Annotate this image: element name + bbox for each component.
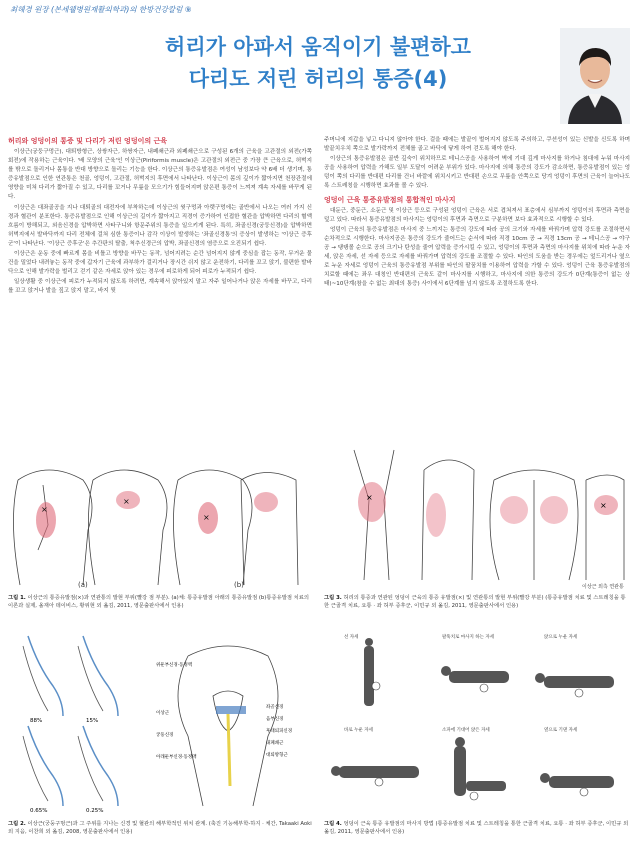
figure-2-label: 음부신경 xyxy=(266,717,284,722)
right-text-column xyxy=(324,136,630,436)
figure-4-label: 옆으로 기댄 자세 xyxy=(544,728,578,733)
figure-2-label: 후대퇴피신경 xyxy=(266,729,293,734)
figure-1-caption xyxy=(8,594,312,610)
figure-4-illustration xyxy=(324,626,630,816)
figure-4-caption xyxy=(324,820,630,836)
figure-3-label: 이상근 외측 연관통 xyxy=(582,584,624,590)
figure-4-label: 바로 누운 자세 xyxy=(344,728,373,733)
figure-2-caption xyxy=(8,820,312,836)
figure-2-label: 대퇴방형근 xyxy=(266,753,288,758)
paragraph: 이상근은 운동 중에 빠르게 몸을 비틀고 방향을 바꾸는 동작, 넘어지려는 순간 넘어지지 않게 중심을 잡는 동작, 무거운 물건을 밀었다 내려놓는 동작 중에 갑자기 근육에 과부하가 걸리거나 장시간 쉬지 않고 운전하기, 다리를 꼬고 앉기, 불편한 발바닥으로 인해 발가락을 벌리고 걷기 같은 자세로 앉아 있는 경우에 피로하게 되어 피로가 누적되기 쉽다. xyxy=(8,251,312,276)
series-label: 최해경 원장 (본세웰병원재활의학과)의 한방건강칼럼 ⑨ xyxy=(10,5,192,14)
figure-1-caption-label: 그림 1. xyxy=(8,595,26,601)
figure-1-label-a: (a) xyxy=(78,581,88,589)
article-title-line-2: 다리도 저린 허리의 통증(4) xyxy=(188,67,448,91)
figure-4-caption-label: 그림 4. xyxy=(324,821,342,827)
paragraph: 대둔근, 중둔근, 소둔근 및 이상근 등으로 구성된 엉덩이 근육은 서로 겹쳐져서 표층에서 심부까지 엉덩이의 후면과 측면을 덮고 있다. 따라서 통증유발점의 마사지는 엉덩이의 후면과 측면으로 구분하면 보다 효과적으로 시행할 수 있다. xyxy=(324,207,630,223)
figure-4-label: 팔뚝치로 마사지 하는 자세 xyxy=(442,635,495,640)
author-photo xyxy=(560,28,630,124)
svg-text:×: × xyxy=(366,493,373,502)
paragraph: 일상생활 중 이상근에 피로가 누적되지 않도록 하려면, 계속해서 앉아있지 말고 자주 일어나거나 앉은 자세를 바꾸고, 다리를 꼬고 앉거나 발을 짚고 앉지 말고, 바지 뒷 xyxy=(8,279,312,295)
figure-2-label: 위둔부신경·동정맥 xyxy=(156,663,193,668)
figure-2-label: 궁둥신경 xyxy=(156,733,174,738)
svg-text:×: × xyxy=(123,497,130,506)
figure-2-caption-label: 그림 2. xyxy=(8,821,26,827)
paragraph: 주머니에 지갑을 넣고 다니지 않아야 한다. 걸을 때에는 발끝이 벌어지지 않도록 주의하고, 쿠션성이 있는 신발을 신도록 하며 발끝치우치 쪽으로 발가락까지 전체를 골고 바닥에 닿게 하여 걷도록 해야 한다. xyxy=(324,137,630,153)
figure-2-label: 내폐쇄근 xyxy=(266,741,284,746)
figure-2-percent: 0.65% xyxy=(30,808,48,814)
paragraph: 이상근(궁둥구멍근), 대퇴방형근, 상쌍자근, 하쌍자근, 내폐쇄근과 외폐쇄근으로 구성된 6개의 근육을 고관절의 외전(가쪽 회전)에 작용하는 근육이다. '배 모양의 근육'인 이상근(Piriformis muscle)은 고관절의 외전근 중 가장 큰 근육으로, 허벅지를 밖으로 돌리거나 몸통을 반대 방향으로 돌리는 기능을 한다. 이상근의 통증유발점은 여성이 남성보다 약 6배 더 생기며, 통증유발점으로 인한 연관통은 천골, 엉덩이, 고관절, 허벅지의 후면에서 나타난다. 이상근이 몸의 깊이가 짧아지면 천장관절에 영향을 미쳐 다리가 짧아질 수 있고, 다리를 꼬거나 무릎을 모으기가 힘들어지며 앉은편 통증이 느껴져 계속 자세를 바꾸게 된다. xyxy=(8,149,312,201)
figure-2-percent: 0.25% xyxy=(86,808,104,814)
figure-4-label: 앉으로 누운 자세 xyxy=(544,635,578,640)
figure-2-caption-text: 이상근(궁둥구멍근)과 그 주위를 지나는 신경 및 혈관의 해부학적인 위치 관계. (축진 기능해부학-하지 · 체간, Takaaki Aoki 외 지음, 이찬희 외 옮김, 2008, 영문출판사에서 인용) xyxy=(8,821,312,835)
figure-1-caption-text: 이상근의 통증유발점(×)과 연관통의 발현 부위(빨강 점 부분). (a)체: 통증유발점 아래의 통증유발점 (b)통증유발점 치료의 이론과 실제, 올재아 데이비스, 황위현 외 옮김, 2011, 영문출판사에서 인용) xyxy=(8,595,309,609)
figure-3-caption xyxy=(324,594,630,610)
paragraph: 이상근의 통증유발점은 골반 깊숙이 위치하므로 테니스공을 사용하여 벽에 기대 깊게 마사지를 하거나 침대에 누워 마사지공을 사용하여 압력을 가해도 일부 도달이 어려운 부위가 있다. 마사지에 의해 통증의 강도가 감소하면, 통증유발점이 있는 엉덩이 쪽의 다리를 반대편 다리를 건너 바깥에 위치시키고 반대편 손으로 무릎을 안쪽으로 당겨 엉덩이 후면의 근육이 늘어나도록 스트레칭을 시행하면 효과를 볼 수 있다. xyxy=(324,156,630,190)
paragraph: 이상근은 대좌골공을 지나 대퇴골의 대전자에 부착하는데 이상근의 윗구멍과 아랫구멍에는 골반에서 나오는 여러 가지 신경과 혈관이 분포한다. 통증유발점으로 인해 이상근의 길이가 짧아지고 직경이 증가하여 인접한 혈관을 압박하면 다리의 혈액 흐름이 방해되고, 외음신경을 압박하면 사타구니와 항문주위의 통증을 일으키게 된다. 특히, 좌골신경(궁둥신경)을 압박하면 허벅지에서 발바닥까지 다리 전체에 걸쳐 심한 통증이나 감각 이상이 발생하는 '좌골신경통'의 증상이 발생하는 '이상근 증후군'이 나타난다. '이상근 증후군'은 추간판의 탈출, 척추신경근의 압박, 좌골신경의 염증으로 오진되기 쉽다. xyxy=(8,204,312,247)
figure-2-label: 아래둔부신경·동정맥 xyxy=(156,755,197,760)
figure-1-illustration xyxy=(8,440,308,590)
figure-2-label: 이상근 xyxy=(156,711,170,716)
figure-2-percent: 15% xyxy=(86,718,99,724)
article-title-line-1: 허리가 아파서 움직이기 불편하고 xyxy=(165,35,471,59)
section-heading-right: 엉덩이 근육 통증유발점의 통합적인 마사지 xyxy=(324,195,456,204)
figure-1-label-b: (b) xyxy=(234,581,244,589)
figure-4-label: 선 자세 xyxy=(344,635,359,640)
figure-2-percent: 88% xyxy=(30,718,43,724)
svg-text:×: × xyxy=(203,513,210,522)
figure-3-illustration xyxy=(324,440,630,590)
figure-2-label: 좌골신경 xyxy=(266,705,284,710)
svg-text:×: × xyxy=(41,505,48,514)
figure-3-caption-label: 그림 3. xyxy=(324,595,342,601)
section-heading-left: 허리와 엉덩이의 통증 및 다리가 저린 엉덩이의 근육 xyxy=(8,137,168,145)
paragraph: 엉덩이 근육의 통증유발점은 마사지 중 느끼지는 통증의 강도에 따라 공의 크기와 자세를 바꿔가며 압력 강도를 조절하면서 순차적으로 시행한다. 마사지공은 통증의 강도가 줄어드는 순서에 따라 직경 10cm 공 → 직경 13cm 공 → 테니스공 → 야구공 → 탱탱볼 순으로 공의 크기나 탄성을 줄여 압력을 증가시킬 수 있고, 엉덩이의 후면과 측면의 마사지를 위치에 따라 누운 자세, 앉은 자세, 선 자세 등으로 자세를 바꿔가며 압력의 강도를 조절할 수 있다. 타인의 도움을 받는 경우에는 엎드리거나 옆으로 누운 자세로 엉덩이 근육의 통증유발점 부위를 타인의 팔꿈치를 이용하여 압력을 가할 수 있다. 엉덩이 근육 통증유발점의 치료할 때에는 좌우 대칭인 반대편의 근육도 같이 마사지를 시행하고, 마사지에 의한 통증의 강도가 0단계(통증이 없는 상태)~10단계(참을 수 없는 최대의 통증) 사이에서 6단계를 넘지 않도록 조절하도록 한다. xyxy=(324,226,630,288)
svg-text:×: × xyxy=(600,501,607,510)
left-text-column xyxy=(8,136,312,436)
figure-2-illustration xyxy=(8,626,312,816)
figure-3-caption-text: 허리의 통증과 연관된 엉덩이 근육의 통증 유발점(×) 및 연관통의 발현 부위(빨강 부분) (통증유발점 치료 및 스트레칭을 통한 근골격 치료, 요통 · 좌 허부 증후군, 이민규 외 옮김, 2011, 영문출판사에서 인용) xyxy=(324,595,626,609)
figure-4-caption-text: 엉덩이 근육 통증 유발점의 마사지 방법 (통증유발점 치료 및 스트레칭을 통한 근골격 치료, 요통 · 좌 허부 증후군, 이민규 외 옮김, 2011, 영문출판사에서 인용) xyxy=(324,821,629,835)
figure-4-label: 소파에 기대어 앉은 자세 xyxy=(442,728,490,733)
